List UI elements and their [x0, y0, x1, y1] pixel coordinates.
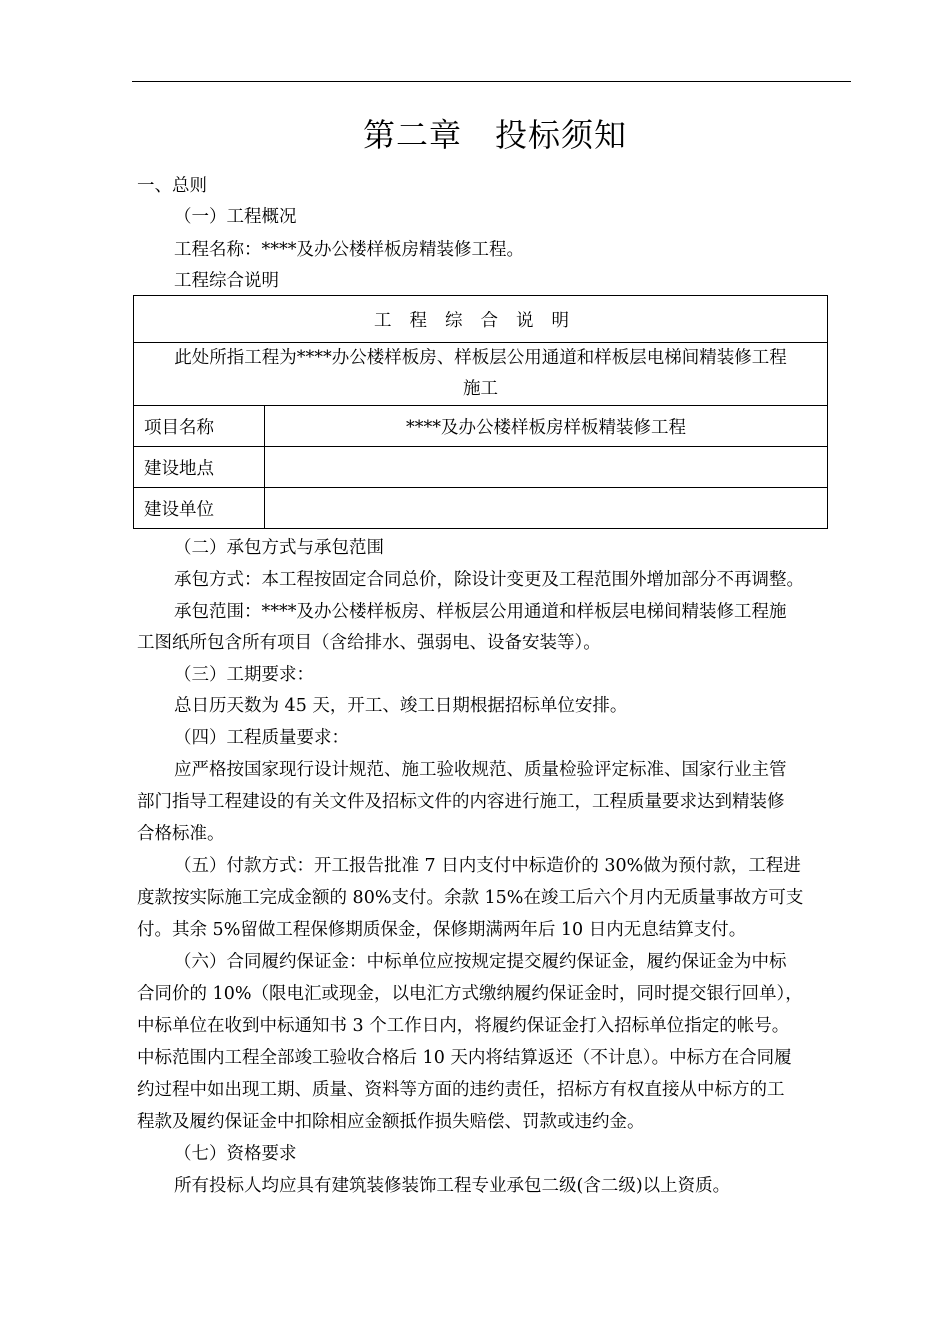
row-label-project-name: 项目名称	[134, 406, 265, 447]
performance-bond-line3: 中标单位在收到中标通知书 3 个工作日内，将履约保证金打入招标单位指定的帐号。	[137, 1016, 790, 1036]
table-description-line2: 施工	[463, 379, 498, 399]
performance-bond-line5: 约过程中如出现工期、质量、资料等方面的违约责任，招标方有权直接从中标方的工	[137, 1080, 785, 1100]
row-value-location	[265, 447, 828, 488]
table-header-row	[134, 296, 828, 343]
payment-line2: 度款按实际施工完成金额的 80%支付。余款 15%在竣工后六个月内无质量事故方可支	[137, 888, 804, 908]
section-heading-general: 一、总则	[137, 176, 207, 196]
quality-line1: 应严格按国家现行设计规范、施工验收规范、质量检验评定标准、国家行业主管	[174, 760, 787, 780]
table-description-line1: 此处所指工程为****办公楼样板房、样板层公用通道和样板层电梯间精装修工程	[174, 348, 787, 368]
project-summary-table	[133, 295, 828, 529]
performance-bond-line4: 中标范围内工程全部竣工验收合格后 10 天内将结算返还（不计息）。中标方在合同履	[137, 1048, 792, 1068]
performance-bond-line2: 合同价的 10%（限电汇或现金，以电汇方式缴纳履约保证金时，同时提交银行回单），	[137, 984, 803, 1004]
subsection-heading-overview: （一）工程概况	[174, 207, 297, 227]
quality-line3: 合格标准。	[137, 824, 225, 844]
contract-scope-line1: 承包范围：****及办公楼样板房、样板层公用通道和样板层电梯间精装修工程施	[174, 602, 787, 622]
table-row	[134, 406, 828, 447]
row-label-owner: 建设单位	[134, 488, 265, 529]
table-description-cell	[134, 343, 828, 406]
contract-scope-line2: 工图纸所包含所有项目（含给排水、强弱电、设备安装等）。	[137, 633, 601, 653]
row-label-location: 建设地点	[134, 447, 265, 488]
performance-bond-line1: （六）合同履约保证金：中标单位应按规定提交履约保证金，履约保证金为中标	[174, 952, 787, 972]
contract-mode-line: 承包方式：本工程按固定合同总价，除设计变更及工程范围外增加部分不再调整。	[174, 570, 804, 590]
project-name-line: 工程名称：****及办公楼样板房精装修工程。	[174, 240, 524, 260]
schedule-line: 总日历天数为 45 天，开工、竣工日期根据招标单位安排。	[174, 696, 628, 716]
payment-line3: 付。其余 5%留做工程保修期质保金，保修期满两年后 10 日内无息结算支付。	[137, 920, 747, 940]
chapter-title: 第二章 投标须知	[362, 116, 627, 154]
performance-bond-line6: 程款及履约保证金中扣除相应金额抵作损失赔偿、罚款或违约金。	[137, 1112, 645, 1132]
row-value-owner	[265, 488, 828, 529]
table-description-row	[134, 343, 828, 406]
payment-line1: （五）付款方式：开工报告批准 7 日内支付中标造价的 30%做为预付款，工程进	[174, 856, 801, 876]
subsection-heading-contract: （二）承包方式与承包范围	[174, 538, 384, 558]
subsection-heading-schedule: （三）工期要求：	[174, 665, 314, 685]
table-header-cell: 工程综合说明	[134, 296, 828, 343]
subsection-heading-qualification: （七）资格要求	[174, 1144, 297, 1164]
summary-label: 工程综合说明	[174, 271, 279, 291]
header-rule	[132, 81, 851, 82]
row-value-project-name: ****及办公楼样板房样板精装修工程	[265, 406, 828, 447]
table-row	[134, 488, 828, 529]
quality-line2: 部门指导工程建设的有关文件及招标文件的内容进行施工，工程质量要求达到精装修	[137, 792, 785, 812]
qualification-line: 所有投标人均应具有建筑装修装饰工程专业承包二级(含二级)以上资质。	[174, 1176, 731, 1196]
table-row	[134, 447, 828, 488]
subsection-heading-quality: （四）工程质量要求：	[174, 728, 349, 748]
